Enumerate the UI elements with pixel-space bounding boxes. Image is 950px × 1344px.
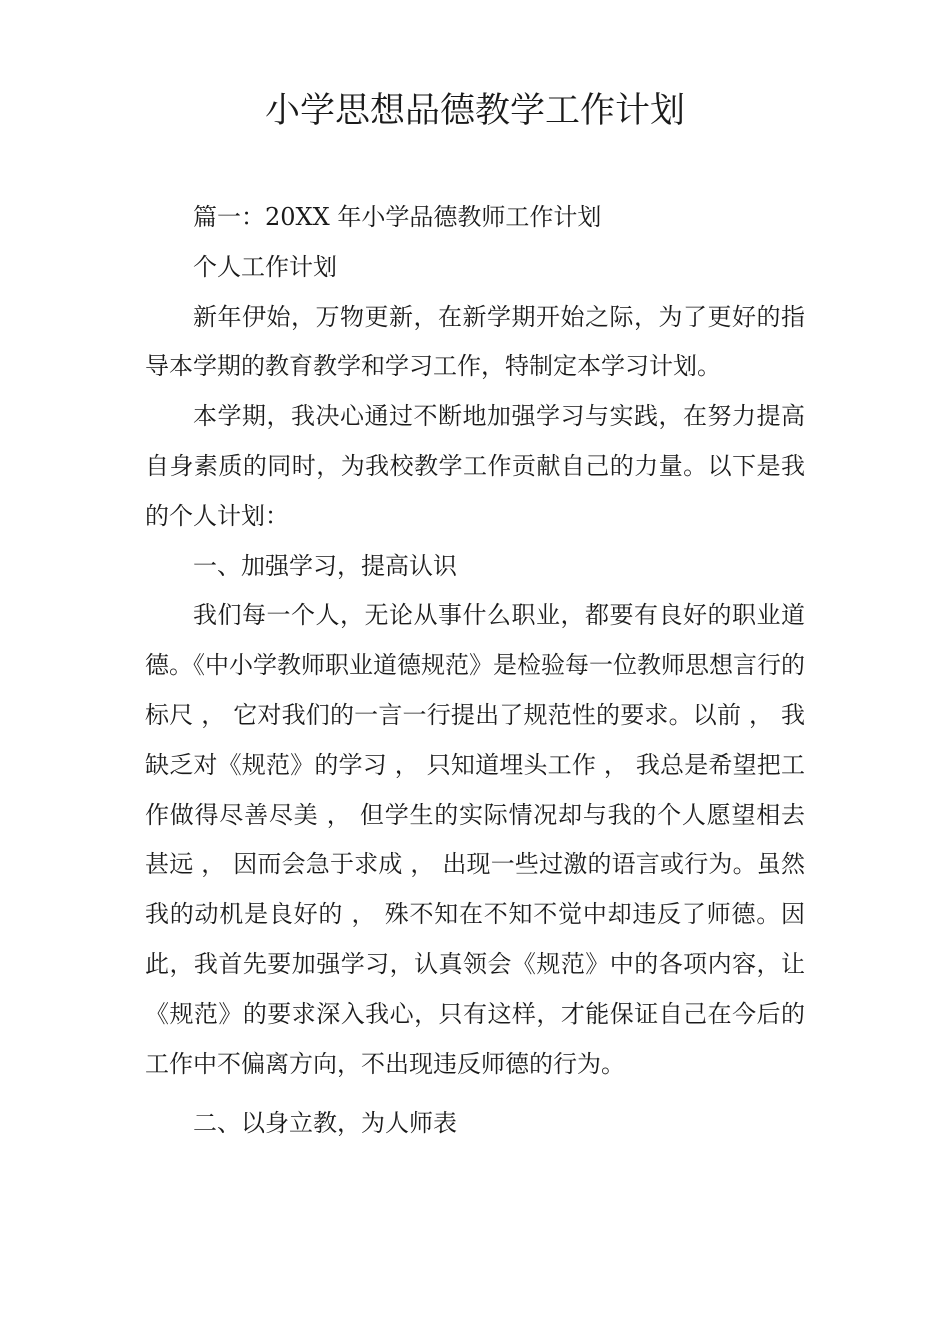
paragraph-intro: 新年伊始，万物更新，在新学期开始之际，为了更好的指导本学期的教育教学和学习工作，特制定本学习计划。 (145, 302, 805, 381)
section-label: 个人工作计划 (193, 252, 337, 281)
document-title: 小学思想品德教学工作计划 (264, 91, 685, 131)
paragraph-ethics: 我们每一个人，无论从事什么职业，都要有良好的职业道德。《中小学教师职业道德规范》是检验每一位教师思想言行的标尺 ， 它对我们的一言一行提出了规范性的要求。以前 ， 我缺乏对《规范》的学习 ， 只知道埋头工作 ， 我总是希望把工作做得尽善尽美 ， 但学生的实际情况却与我的个人愿望相去甚远 ， 因而会急于求成 ， 出现一些过激的语言或行为。虽然我的动机是良好的 ， 殊不知在不知不觉中却违反了师德。因此，我首先要加强学习，认真领会《规范》中的各项内容，让《规范》的要求深入我心，只有这样，才能保证自己在今后的工作中不偏离方向，不出现违反师德的行为。 (145, 601, 805, 1078)
heading-two: 二、以身立教，为人师表 (193, 1109, 457, 1138)
paragraph-plan: 本学期，我决心通过不断地加强学习与实践，在努力提高自身素质的同时，为我校教学工作贡献自己的力量。以下是我的个人计划： (145, 402, 805, 530)
heading-one: 一、加强学习，提高认识 (193, 551, 457, 580)
document-body (145, 193, 805, 1149)
subtitle: 篇一：20XX 年小学品德教师工作计划 (193, 203, 602, 231)
